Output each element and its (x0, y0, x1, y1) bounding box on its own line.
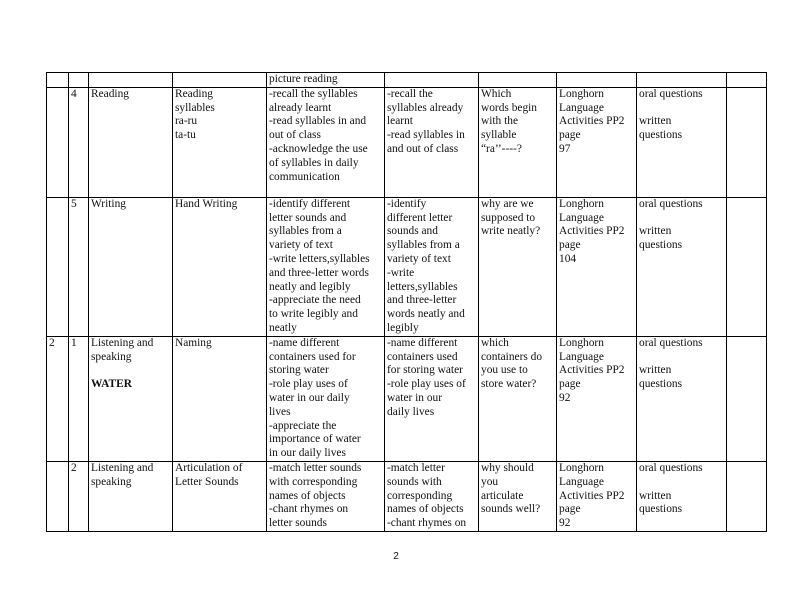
cell-resources (557, 73, 637, 88)
cell-week (47, 73, 69, 88)
cell-week (47, 461, 69, 531)
cell-assessment (637, 73, 727, 88)
cell-resources (557, 461, 637, 531)
cell-activities (385, 87, 479, 197)
cell-remarks (727, 73, 767, 88)
cell-inquiry (479, 197, 557, 336)
cell-sub-strand (173, 336, 267, 461)
assessment-text: oral questions written questions (639, 197, 703, 252)
table-row (47, 87, 767, 197)
scheme-of-work-table (46, 72, 767, 532)
objectives-text: picture reading (269, 73, 338, 85)
activities-text: -recall the syllables already learnt -read syllables in and out of class (387, 87, 465, 155)
cell-objectives (267, 73, 385, 88)
cell-week (47, 197, 69, 336)
cell-activities (385, 73, 479, 88)
inquiry-text: Which words begin with the syllable “ra’’----? (481, 87, 537, 155)
cell-sub-strand (173, 461, 267, 531)
cell-lesson (69, 461, 89, 531)
lesson-text: 5 (71, 197, 77, 210)
cell-resources (557, 336, 637, 461)
cell-remarks (727, 461, 767, 531)
lesson-text: 1 (71, 336, 77, 349)
cell-week (47, 87, 69, 197)
cell-strand (89, 73, 173, 88)
strand-text: Listening and speaking (91, 461, 154, 488)
cell-inquiry (479, 87, 557, 197)
sub-strand-text: Articulation of Letter Sounds (175, 461, 243, 488)
cell-lesson (69, 336, 89, 461)
cell-sub-strand (173, 197, 267, 336)
cell-lesson (69, 197, 89, 336)
cell-remarks (727, 87, 767, 197)
resources-text: Longhorn Language Activities PP2 page 97 (559, 87, 625, 155)
cell-objectives (267, 197, 385, 336)
activities-text: -identify different letter sounds and syllables from a variety of text -write letters,syllables and three-letter words neatly and legibly (387, 197, 465, 334)
cell-objectives (267, 87, 385, 197)
cell-strand (89, 461, 173, 531)
cell-sub-strand (173, 73, 267, 88)
cell-assessment (637, 87, 727, 197)
cell-inquiry (479, 461, 557, 531)
cell-strand (89, 336, 173, 461)
sub-strand-text: Naming (175, 336, 212, 349)
cell-objectives (267, 336, 385, 461)
cell-assessment (637, 197, 727, 336)
theme-label: WATER (91, 378, 132, 391)
cell-inquiry (479, 73, 557, 88)
resources-text: Longhorn Language Activities PP2 page 104 (559, 197, 625, 265)
cell-assessment (637, 461, 727, 531)
objectives-text: -identify different letter sounds and syllables from a variety of text -write letters,syllables and three-letter words neatly and legibly -appreciate the need to write legibly and neatly (269, 197, 370, 334)
cell-sub-strand (173, 87, 267, 197)
cell-activities (385, 197, 479, 336)
cell-lesson (69, 73, 89, 88)
cell-remarks (727, 197, 767, 336)
cell-remarks (727, 336, 767, 461)
strand-text: Listening and speaking (91, 336, 154, 363)
table-row (47, 73, 767, 88)
table-row (47, 197, 767, 336)
resources-text: Longhorn Language Activities PP2 page 92 (559, 461, 625, 530)
cell-resources (557, 197, 637, 336)
strand-text: Reading (91, 87, 129, 100)
objectives-text: -name different containers used for storing water -role play uses of water in our daily lives -appreciate the importance of water in our daily lives (269, 336, 361, 460)
table-row (47, 336, 767, 461)
cell-assessment (637, 336, 727, 461)
resources-text: Longhorn Language Activities PP2 page 92 (559, 336, 625, 404)
sub-strand-text: Hand Writing (175, 197, 238, 210)
table-row (47, 461, 767, 531)
activities-text: -match letter sounds with corresponding names of objects -chant rhymes on (387, 461, 467, 530)
inquiry-text: why should you articulate sounds well? (481, 461, 541, 516)
lesson-text: 2 (71, 461, 77, 474)
objectives-text: -recall the syllables already learnt -read syllables in and out of class -acknowledge the use of syllables in daily communication (269, 87, 368, 183)
cell-resources (557, 87, 637, 197)
sub-strand-text: Reading syllables ra-ru ta-tu (175, 87, 215, 142)
week-text: 2 (49, 336, 55, 349)
assessment-text: oral questions written questions (639, 336, 703, 391)
lesson-text: 4 (71, 87, 77, 100)
cell-week (47, 336, 69, 461)
inquiry-text: which containers do you use to store water? (481, 336, 543, 391)
assessment-text: oral questions written questions (639, 461, 703, 516)
cell-strand (89, 197, 173, 336)
cell-lesson (69, 87, 89, 197)
assessment-text: oral questions written questions (639, 87, 703, 142)
cell-strand (89, 87, 173, 197)
inquiry-text: why are we supposed to write neatly? (481, 197, 541, 238)
cell-objectives (267, 461, 385, 531)
strand-text: Writing (91, 197, 126, 210)
page-number: 2 (393, 551, 399, 562)
cell-inquiry (479, 336, 557, 461)
objectives-text: -match letter sounds with corresponding names of objects -chant rhymes on letter sounds (269, 461, 362, 530)
cell-activities (385, 336, 479, 461)
cell-activities (385, 461, 479, 531)
activities-text: -name different containers used for storing water -role play uses of water in our daily lives (387, 336, 466, 418)
